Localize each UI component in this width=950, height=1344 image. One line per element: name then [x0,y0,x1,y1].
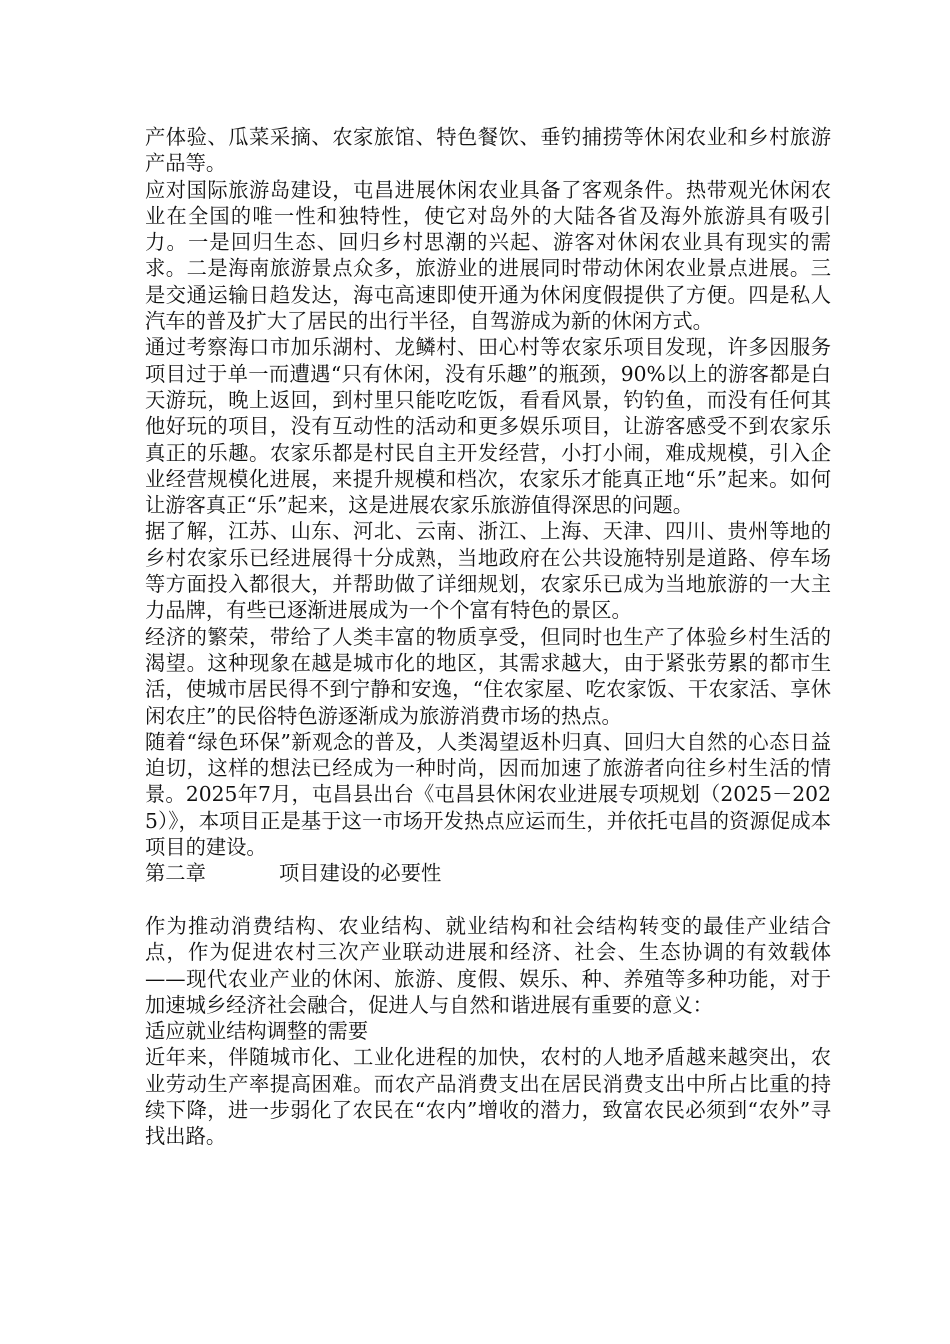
chapter-title: 项目建设的必要性 [279,861,442,886]
paragraph: 经济的繁荣，带给了人类丰富的物质享受，但同时也生产了体验乡村生活的渴望。这种现象在越是城市化的地区，其需求越大，由于紧张劳累的都市生活，使城市居民得不到宁静和安逸，“住农家屋、吃农家饭、干农家活、享休闲农庄”的民俗特色游逐渐成为旅游消费市场的热点。 [145,624,831,728]
section-heading: 适应就业结构调整的需要 [145,1019,369,1044]
blank-line [145,887,831,913]
paragraph: 作为推动消费结构、农业结构、就业结构和社会结构转变的最佳产业结合点，作为促进农村三次产业联动进展和经济、社会、生态协调的有效载体——现代农业产业的休闲、旅游、度假、娱乐、种、养殖等多种功能，对于加速城乡经济社会融合，促进人与自然和谐进展有重要的意义： [145,913,831,1017]
chapter-heading [145,860,831,886]
paragraph: 随着“绿色环保”新观念的普及，人类渴望返朴归真、回归大自然的心态日益迫切，这样的想法已经成为一种时尚，因而加速了旅游者向往乡村生活的情景。2025年7月，屯昌县出台《屯昌县休闲农业进展专项规划（2025－2025）》，本项目正是基于这一市场开发热点应运而生，并依托屯昌的资源促成本项目的建设。 [145,729,831,860]
paragraph: 据了解，江苏、山东、河北、云南、浙江、上海、天津、四川、贵州等地的乡村农家乐已经进展得十分成熟，当地政府在公共设施特别是道路、停车场等方面投入都很大，并帮助做了详细规划，农家乐已成为当地旅游的一大主力品牌，有些已逐渐进展成为一个个富有特色的景区。 [145,519,831,623]
paragraph: 近年来，伴随城市化、工业化进程的加快，农村的人地矛盾越来越突出，农业劳动生产率提高困难。而农产品消费支出在居民消费支出中所占比重的持续下降，进一步弱化了农民在“农内”增收的潜力，致富农民必须到“农外”寻找出路。 [145,1045,831,1149]
paragraph: 应对国际旅游岛建设，屯昌进展休闲农业具备了客观条件。热带观光休闲农业在全国的唯一性和独特性，使它对岛外的大陆各省及海外旅游具有吸引力。一是回归生态、回归乡村思潮的兴起、游客对休闲农业具有现实的需求。二是海南旅游景点众多，旅游业的进展同时带动休闲农业景点进展。三是交通运输日趋发达，海屯高速即使开通为休闲度假提供了方便。四是私人汽车的普及扩大了居民的出行半径，自驾游成为新的休闲方式。 [145,177,831,334]
chapter-number: 第二章 [145,861,206,886]
paragraph: 通过考察海口市加乐湖村、龙鳞村、田心村等农家乐项目发现，许多因服务项目过于单一而遭遇“只有休闲，没有乐趣”的瓶颈，90%以上的游客都是白天游玩，晚上返回，到村里只能吃吃饭，看看风景，钓钓鱼，而没有任何其他好玩的项目，没有互动性的活动和更多娱乐项目，让游客感受不到农家乐真正的乐趣。农家乐都是村民自主开发经营，小打小闹，难成规模，引入企业经营规模化进展，来提升规模和档次，农家乐才能真正地“乐”起来。如何让游客真正“乐”起来，这是进展农家乐旅游值得深思的问题。 [145,335,831,518]
document-page [145,124,831,1150]
paragraph: 产体验、瓜菜采摘、农家旅馆、特色餐饮、垂钓捕捞等休闲农业和乡村旅游产品等。 [145,125,831,176]
